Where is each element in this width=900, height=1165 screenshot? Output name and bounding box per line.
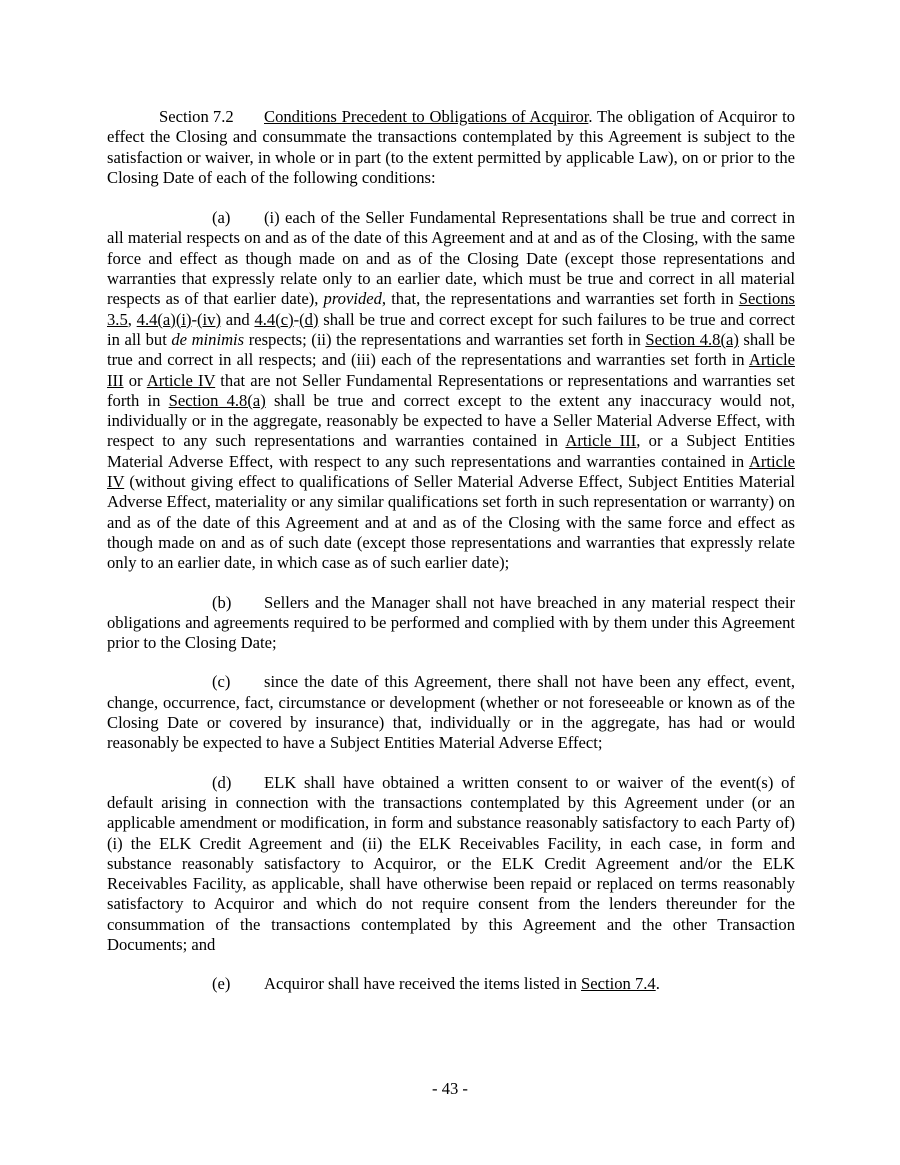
condition-a-text: , that, the representations and warranties set forth in (381, 289, 739, 309)
condition-a-text: shall be true and correct in all respects; and (iii) each of the representations and warranties set forth in (107, 329, 795, 370)
condition-a-text: respects; (ii) the representations and warranties set forth in (244, 329, 646, 349)
cross-reference: Article III (107, 350, 795, 390)
condition-d (107, 773, 795, 956)
condition-a-text: , or a Subject Entities Material Adverse Effect, with respect to any such representations and warranties contained in (107, 431, 796, 471)
condition-d-text: ELK shall have obtained a written consent to or waiver of the event(s) of default arising in connection with the transactions contemplated by this Agreement under (or an applicable amendment or modification, in form and substance reasonably satisfactory to each Party of) (i) the ELK Credit Agreement and (ii) the ELK Receivables Facility, in each case, in form and substance reasonably satisfactory to Acquiror, or the ELK Credit Agreement and/or the ELK Receivables Facility, as applicable, shall have otherwise been repaid or replaced on terms reasonably satisfactory to Acquiror and which do not require consent from the lenders thereunder for the consummation of the transactions contemplated by this Agreement and the other Transaction Documents; and (107, 772, 795, 954)
condition-a-label: (a) (212, 208, 231, 228)
condition-a-text: , (127, 309, 137, 329)
condition-b (107, 593, 795, 654)
page-number: - 43 - (432, 1079, 468, 1098)
condition-b-label: (b) (212, 592, 232, 612)
condition-c-text: since the date of this Agreement, there shall not have been any effect, event, change, occurrence, fact, circumstance or development (whether or not foreseeable or known as of the Closing Date or covered by insurance) that, individually or in the aggregate, has had or would reasonably be expected to have a Subject Entities Material Adverse Effect; (107, 672, 795, 753)
document-body (107, 107, 795, 995)
condition-a-text: or (123, 370, 147, 390)
section-title: Conditions Precedent to Obligations of Acquiror (264, 107, 589, 126)
condition-a-text: that are not Seller Fundamental Representations or representations and warranties set forth in (107, 370, 795, 410)
condition-e-label: (e) (212, 974, 231, 994)
de-minimis-term: de minimis (171, 329, 245, 349)
condition-a-text: shall be true and correct except to the extent any inaccuracy would not, individually or in the aggregate, reasonably be expected to have a Seller Material Adverse Effect, with respect to any such representations and warranties contained in (107, 390, 795, 451)
condition-c-label: (c) (212, 672, 231, 692)
cross-reference: Sections 3.5 (107, 289, 795, 329)
condition-a-text: shall be true and correct except for such failures to be true and correct in all but (107, 309, 796, 349)
condition-b-text: Sellers and the Manager shall not have breached in any material respect their obligations and agreements required to be performed and complied with by them under this Agreement prior to the Closing Date; (107, 592, 795, 653)
condition-e-text: . (655, 974, 660, 994)
condition-a-text: (i) each of the Seller Fundamental Representations shall be true and correct in all material respects on and as of the date of this Agreement and at and as of the Closing, with the same force and effect as though made on and as of the Closing Date (except those representations and warranties that expressly relate only to an earlier date, which must be true and correct in all material respects as of that earlier date), (107, 208, 795, 309)
provided-term: provided (323, 289, 382, 309)
condition-a-text: - (191, 309, 198, 329)
condition-d-label: (d) (212, 772, 232, 792)
condition-c (107, 672, 795, 753)
condition-a-text: (without giving effect to qualifications of Seller Material Adverse Effect, Subject Entities Material Adverse Effect, materiality or any similar qualifications set forth in such representation or warranty) on and as of the date of this Agreement and at and as of the Closing with the same force and effect as though made on and as of such date (except those representations and warranties that expressly relate only to an earlier date, in which case as of such earlier date); (107, 472, 795, 573)
cross-reference: (iv) (197, 309, 221, 329)
cross-reference: Section 4.8(a) (168, 390, 266, 410)
condition-a (107, 208, 795, 573)
section-number: Section 7.2 (159, 107, 234, 126)
cross-reference: Article IV (146, 370, 216, 390)
section-intro: . The obligation of Acquiror to effect the Closing and consummate the transactions contemplated by this Agreement is subject to the satisfaction or waiver, in whole or in part (to the extent permitted by applicable Law), on or prior to the Closing Date of each of the following conditions: (107, 107, 795, 187)
cross-reference: 4.4(c) (254, 309, 294, 329)
cross-reference: (d) (299, 309, 319, 329)
cross-reference: Article IV (107, 451, 795, 492)
cross-reference: Article III (565, 431, 637, 451)
cross-reference: Section 7.4 (581, 974, 656, 994)
condition-e (107, 974, 795, 994)
cross-reference: Section 4.8(a) (645, 329, 739, 349)
condition-a-text: and (220, 309, 255, 329)
condition-e-text: Acquiror shall have received the items listed in (264, 974, 582, 994)
section-7-2-paragraph (107, 107, 795, 188)
condition-a-text: - (293, 309, 300, 329)
cross-reference: 4.4(a)(i) (136, 309, 192, 329)
